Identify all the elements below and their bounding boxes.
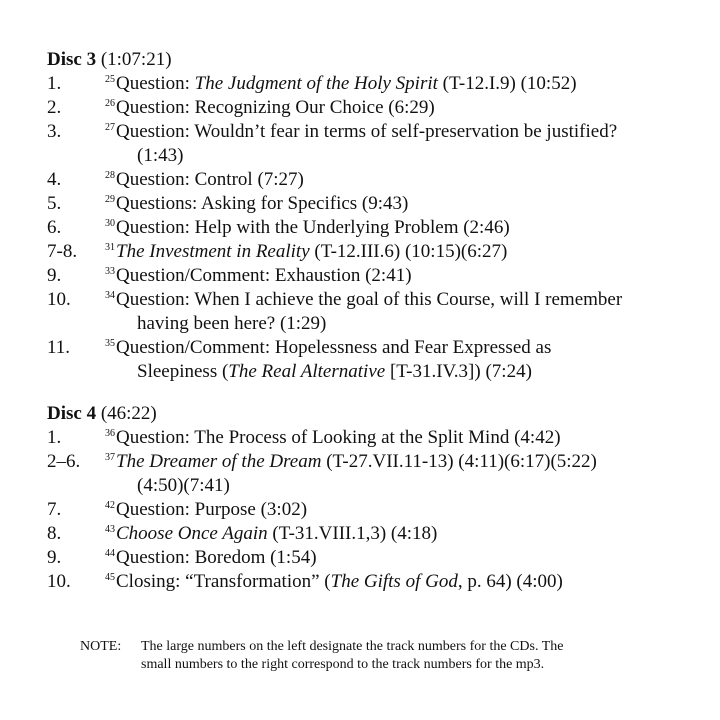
track-line [105, 288, 697, 312]
track-body [105, 72, 697, 96]
mp3-track-number: 35 [105, 338, 115, 349]
track-body [105, 168, 697, 192]
mp3-track-number: 31 [105, 242, 115, 253]
mp3-track-number: 36 [105, 428, 115, 439]
track-line [105, 120, 697, 144]
track-title: Question/Comment: Exhaustion (2:41) [116, 265, 412, 286]
track-item [47, 192, 697, 216]
note-label: NOTE: [80, 639, 122, 654]
cd-track-number: 2. [47, 97, 62, 118]
track-item [47, 522, 697, 546]
track-continuation-italic: The Real Alternative [228, 361, 386, 382]
mp3-track-number: 33 [105, 266, 115, 277]
track-title: Question: Purpose (3:02) [116, 499, 308, 520]
disc-3-duration: (1:07:21) [100, 49, 172, 70]
track-title-suffix: (T-12.I.9) (10:52) [437, 73, 577, 94]
track-line [105, 72, 697, 96]
track-title: Question: When I achieve the goal of this Course, will I remember [116, 289, 623, 310]
track-title-italic: The Dreamer of the Dream [116, 451, 322, 472]
track-continuation [105, 360, 697, 384]
track-title: Question: The Process of Looking at the Split Mind (4:42) [116, 427, 561, 448]
cd-track-number: 3. [47, 121, 62, 142]
cd-track-number: 5. [47, 193, 62, 214]
track-continuation [105, 474, 697, 498]
track-item [47, 450, 697, 498]
disc-4-heading [47, 402, 697, 426]
track-body [105, 96, 697, 120]
note-line-2: small numbers to the right correspond to the track numbers for the mp3. [141, 657, 545, 672]
track-continuation-text: (4:50)(7:41) [137, 475, 230, 496]
track-title-prefix: Closing: “Transformation” ( [116, 571, 331, 592]
track-title-prefix: Question: [116, 73, 195, 94]
track-line [105, 450, 697, 474]
cd-track-number: 11. [47, 337, 71, 358]
track-body [105, 522, 697, 546]
disc-3-heading [47, 48, 697, 72]
track-body [105, 546, 697, 570]
cd-track-number: 2–6. [47, 451, 81, 472]
track-title-suffix: (T-27.VII.11-13) (4:11)(6:17)(5:22) [321, 451, 597, 472]
mp3-track-number: 43 [105, 524, 115, 535]
note [80, 638, 680, 674]
disc-3-section [47, 48, 697, 384]
track-line [105, 522, 697, 546]
track-title-suffix: (T-31.VIII.1,3) (4:18) [267, 523, 438, 544]
track-title: Question: Wouldn’t fear in terms of self-preservation be justified? [116, 121, 618, 142]
track-title-italic: The Investment in Reality [116, 241, 310, 262]
disc-3-title: Disc 3 [47, 49, 97, 70]
track-item [47, 546, 697, 570]
track-body [105, 570, 697, 594]
track-line [105, 96, 697, 120]
track-continuation [105, 144, 697, 168]
mp3-track-number: 34 [105, 290, 115, 301]
track-continuation-suffix: [T-31.IV.3]) (7:24) [385, 361, 532, 382]
track-body [105, 192, 697, 216]
mp3-track-number: 42 [105, 500, 115, 511]
track-body [105, 450, 697, 498]
track-title: Question: Control (7:27) [116, 169, 304, 190]
track-title: Questions: Asking for Specifics (9:43) [116, 193, 409, 214]
track-continuation-prefix: Sleepiness ( [137, 361, 229, 382]
track-body [105, 264, 697, 288]
cd-track-number: 10. [47, 571, 71, 592]
track-title: Question: Help with the Underlying Problem (2:46) [116, 217, 510, 238]
track-item [47, 216, 697, 240]
mp3-track-number: 25 [105, 74, 115, 85]
track-item [47, 240, 697, 264]
disc-3-track-list [47, 72, 697, 384]
mp3-track-number: 29 [105, 194, 115, 205]
track-item [47, 288, 697, 336]
disc-4-duration: (46:22) [100, 403, 157, 424]
track-continuation-text: having been here? (1:29) [137, 313, 327, 334]
track-title: Question: Boredom (1:54) [116, 547, 317, 568]
track-item [47, 96, 697, 120]
track-line [105, 216, 697, 240]
cd-track-number: 1. [47, 427, 62, 448]
track-body [105, 216, 697, 240]
track-body [105, 336, 697, 384]
disc-4-track-list [47, 426, 697, 594]
track-line [105, 498, 697, 522]
track-body [105, 498, 697, 522]
disc-4-title: Disc 4 [47, 403, 97, 424]
mp3-track-number: 30 [105, 218, 115, 229]
track-line [105, 168, 697, 192]
track-item [47, 168, 697, 192]
track-title: Question/Comment: Hopelessness and Fear Expressed as [116, 337, 552, 358]
mp3-track-number: 28 [105, 170, 115, 181]
track-continuation-text: (1:43) [137, 145, 184, 166]
track-body [105, 288, 697, 336]
cd-track-number: 9. [47, 265, 62, 286]
track-item [47, 264, 697, 288]
cd-track-number: 8. [47, 523, 62, 544]
track-title: Question: Recognizing Our Choice (6:29) [116, 97, 435, 118]
track-title-italic: The Judgment of the Holy Spirit [194, 73, 438, 94]
track-line [105, 240, 697, 264]
track-line [105, 546, 697, 570]
track-title-italic: The Gifts of God [330, 571, 458, 592]
note-line-1: The large numbers on the left designate the track numbers for the CDs. The [141, 639, 564, 654]
mp3-track-number: 44 [105, 548, 115, 559]
track-line [105, 426, 697, 450]
track-title-italic: Choose Once Again [116, 523, 268, 544]
mp3-track-number: 37 [105, 452, 115, 463]
track-body [105, 120, 697, 168]
cd-track-number: 4. [47, 169, 62, 190]
track-title-suffix: , p. 64) (4:00) [457, 571, 563, 592]
track-item [47, 336, 697, 384]
mp3-track-number: 26 [105, 98, 115, 109]
mp3-track-number: 27 [105, 122, 115, 133]
cd-track-number: 6. [47, 217, 62, 238]
cd-track-number: 9. [47, 547, 62, 568]
track-item [47, 72, 697, 96]
track-item [47, 570, 697, 594]
cd-track-number: 10. [47, 289, 71, 310]
track-item [47, 498, 697, 522]
cd-track-number: 1. [47, 73, 62, 94]
cd-track-number: 7-8. [47, 241, 78, 262]
track-item [47, 426, 697, 450]
note-text [141, 638, 680, 674]
track-line [105, 264, 697, 288]
disc-4-section [47, 402, 697, 594]
track-continuation [105, 312, 697, 336]
mp3-track-number: 45 [105, 572, 115, 583]
track-title-suffix: (T-12.III.6) (10:15)(6:27) [309, 241, 508, 262]
track-line [105, 336, 697, 360]
track-line [105, 192, 697, 216]
track-line [105, 570, 697, 594]
track-body [105, 240, 697, 264]
track-item [47, 120, 697, 168]
cd-track-number: 7. [47, 499, 62, 520]
track-body [105, 426, 697, 450]
